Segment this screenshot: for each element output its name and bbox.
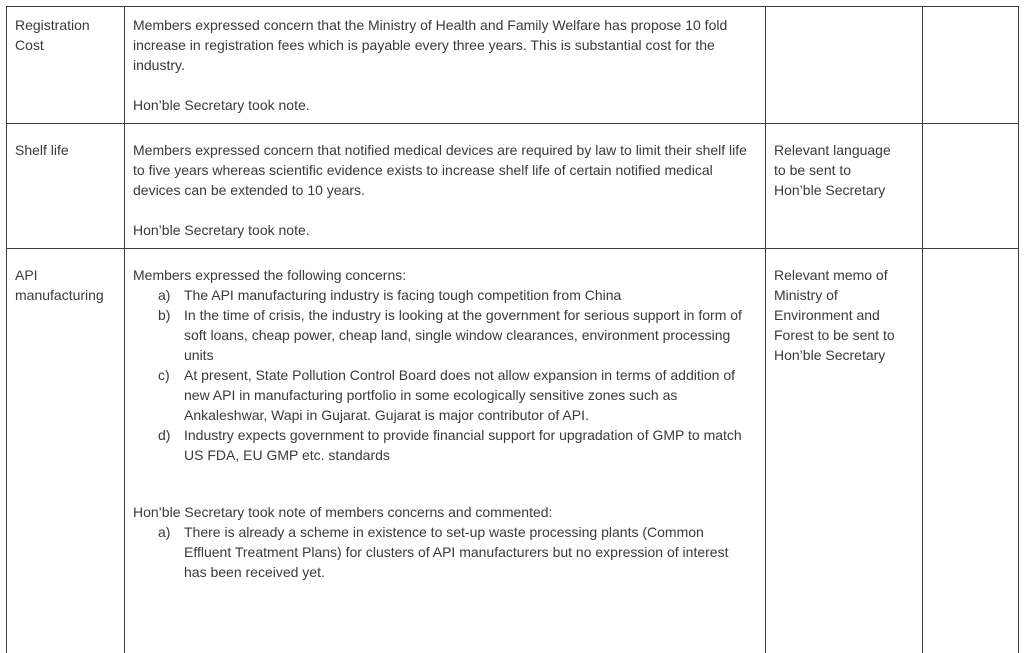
- list-marker: d): [158, 427, 171, 443]
- list-item-text: In the time of crisis, the industry is looking at the government for serious support in form of soft loans, cheap power, cheap land, single window clearances, environment processing units: [184, 307, 742, 363]
- topic-cell: [7, 124, 125, 249]
- action-cell: [766, 249, 923, 653]
- notes-cell: [923, 7, 1019, 124]
- notes-cell: [923, 249, 1019, 653]
- topic-cell: [7, 7, 125, 124]
- lettered-list: [133, 522, 751, 582]
- table-row: [7, 7, 1019, 124]
- list-marker: c): [158, 367, 170, 383]
- paragraph: Hon’ble Secretary took note.: [133, 222, 310, 238]
- list-marker: b): [158, 307, 171, 323]
- action-text: Relevant memo of Ministry of Environment and Forest to be sent to Hon’ble Secretary: [774, 267, 895, 363]
- action-cell: [766, 124, 923, 249]
- list-item: [133, 522, 751, 582]
- paragraph: Members expressed concern that the Ministry of Health and Family Welfare has propose 10 fold increase in registration fees which is payable every three years. This is substantial cost for the industry.: [133, 17, 728, 73]
- list-item-text: There is already a scheme in existence to set-up waste processing plants (Common Effluent Treatment Plans) for clusters of API manufacturers but no expression of interest has been received yet.: [184, 524, 729, 580]
- list-item: [133, 425, 751, 465]
- list-item: [133, 305, 751, 365]
- list-item-text: At present, State Pollution Control Board does not allow expansion in terms of addition of new API in manufacturing portfolio in some ecologically sensitive zones such as Ankaleshwar, Wapi in Gujarat. Gujarat is major contributor of API.: [184, 367, 735, 423]
- table-row: [7, 124, 1019, 249]
- lettered-list: [133, 285, 751, 465]
- topic-label: API manufacturing: [15, 267, 104, 303]
- action-cell: [766, 7, 923, 124]
- list-item: [133, 285, 751, 305]
- list-item-text: The API manufacturing industry is facing tough competition from China: [184, 287, 622, 303]
- description-cell: [125, 249, 766, 653]
- minutes-table: [6, 6, 1019, 653]
- description-cell: [125, 124, 766, 249]
- list-item: [133, 365, 751, 425]
- action-text: Relevant language to be sent to Hon’ble Secretary: [774, 142, 891, 198]
- topic-label: Registration Cost: [15, 17, 90, 53]
- paragraph: Hon’ble Secretary took note.: [133, 97, 310, 113]
- topic-cell: [7, 249, 125, 653]
- paragraph: Members expressed the following concerns:: [133, 267, 407, 283]
- topic-label: Shelf life: [15, 142, 69, 158]
- list-item-text: Industry expects government to provide financial support for upgradation of GMP to match US FDA, EU GMP etc. standards: [184, 427, 742, 463]
- notes-cell: [923, 124, 1019, 249]
- table-row: [7, 249, 1019, 653]
- description-cell: [125, 7, 766, 124]
- paragraph: Members expressed concern that notified medical devices are required by law to limit their shelf life to five years whereas scientific evidence exists to increase shelf life of certain notified medical devices can be extended to 10 years.: [133, 142, 747, 198]
- list-marker: a): [158, 287, 171, 303]
- list-marker: a): [158, 524, 171, 540]
- paragraph: Hon’ble Secretary took note of members concerns and commented:: [133, 504, 553, 520]
- minutes-table-body: [7, 7, 1019, 653]
